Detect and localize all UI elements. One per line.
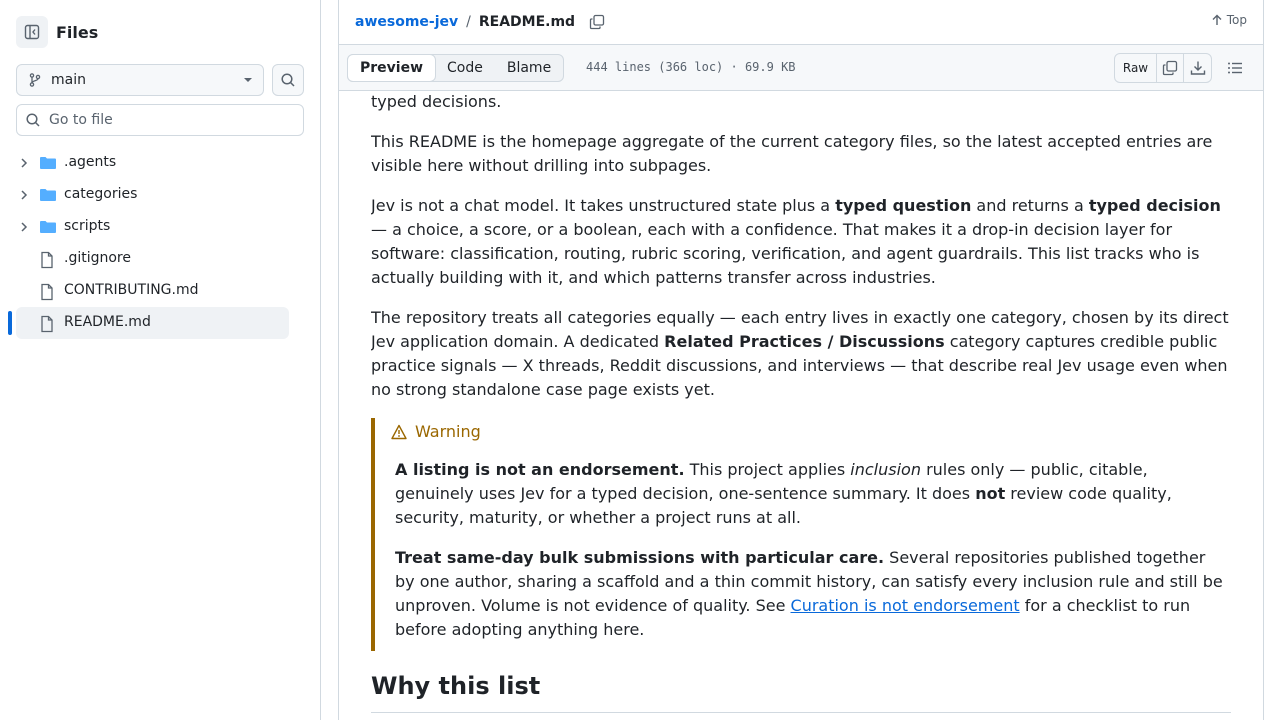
go-to-file-input[interactable] (16, 104, 304, 136)
collapse-sidebar-button[interactable] (16, 16, 48, 48)
text-span: The repository treats all categories equally — each entry lives in exactly one category, chosen by its direct Jev application domain. A dedicated (371, 308, 1229, 351)
tree-item-label: .gitignore (64, 250, 131, 266)
tab-code[interactable]: Code (447, 60, 483, 76)
go-to-file-placeholder: Go to file (49, 112, 113, 128)
chevron-right-icon[interactable] (18, 221, 30, 233)
copy-path-button[interactable] (589, 14, 605, 30)
file-tree (0, 147, 321, 339)
text-span: — a choice, a score, or a boolean, each with a confidence. That makes it a drop-in decision layer for software: classification, routing, rubric scoring, verification, and agent guardrails. This list tracks who is actually building with it, and which patterns transfer across industries. (371, 220, 1200, 287)
bold-text: typed question (835, 196, 972, 215)
sidebar-header (16, 16, 98, 48)
heading-divider (371, 712, 1231, 713)
sidebar-title: Files (56, 22, 99, 42)
tree-item-label: README.md (64, 314, 151, 330)
chevron-right-icon[interactable] (18, 189, 30, 201)
warning-label: Warning (415, 422, 481, 441)
text-span: Jev is not a chat model. It takes unstructured state plus a (371, 196, 836, 215)
bold-text: A listing is not an endorsement. (395, 460, 685, 479)
section-heading: Why this list (371, 672, 541, 700)
file-icon (39, 315, 55, 333)
categories-paragraph (371, 306, 1231, 402)
download-button[interactable] (1184, 54, 1211, 82)
search-files-button[interactable] (272, 64, 304, 96)
tree-item-contributing[interactable] (0, 275, 321, 307)
tree-item-agents[interactable] (0, 147, 321, 179)
tree-item-scripts[interactable] (0, 211, 321, 243)
copy-raw-button[interactable] (1157, 54, 1184, 82)
search-icon (280, 72, 296, 88)
caret-down-icon (243, 75, 253, 85)
curation-link[interactable]: Curation is not endorsement (790, 596, 1020, 615)
back-to-top-link[interactable] (1211, 13, 1247, 27)
text-span: review code quality, security, maturity, or whether a project runs at all. (395, 484, 1172, 527)
bold-text: Related Practices / Discussions (664, 332, 945, 351)
text-span: category captures credible public practice signals — X threads, Reddit discussions, and interviews — that describe real Jev usage even when no strong standalone case page exists yet. (371, 332, 1228, 399)
bold-text: not (975, 484, 1006, 503)
branch-selector[interactable] (16, 64, 264, 96)
active-item-background (16, 307, 289, 339)
tree-item-categories[interactable] (0, 179, 321, 211)
tree-item-gitignore[interactable] (0, 243, 321, 275)
alert-icon (391, 424, 407, 440)
download-icon (1190, 60, 1206, 76)
file-actions (1114, 53, 1212, 83)
sidebar-collapse-icon (24, 24, 40, 40)
warning-paragraph (395, 546, 1225, 642)
git-branch-icon (27, 72, 43, 88)
branch-name: main (51, 72, 86, 88)
italic-text: inclusion (850, 460, 921, 479)
breadcrumb-file: README.md (478, 14, 576, 30)
text-span: This project applies (684, 460, 851, 479)
paragraph-fragment: typed decisions. (371, 92, 502, 111)
tree-item-label: CONTRIBUTING.md (64, 282, 199, 298)
file-sidebar (0, 0, 321, 720)
breadcrumb-repo-link[interactable]: awesome-jev (355, 14, 459, 30)
bold-text: Treat same-day bulk submissions with particular care. (395, 548, 885, 567)
active-item-indicator (8, 311, 12, 335)
raw-button[interactable]: Raw (1115, 54, 1157, 82)
description-paragraph (371, 194, 1231, 290)
copy-icon (1162, 60, 1178, 76)
view-mode-tabs (347, 54, 564, 82)
tree-item-readme[interactable] (0, 307, 321, 339)
text-span: rules only — public, citable, genuinely uses Jev for a typed decision, one-sentence summary. It does (395, 460, 1148, 503)
folder-icon (39, 155, 57, 171)
file-icon (39, 251, 55, 269)
copy-icon (589, 14, 605, 30)
tree-item-label: scripts (64, 218, 111, 234)
file-view (338, 0, 1264, 720)
file-toolbar (339, 44, 1263, 91)
breadcrumb (355, 0, 605, 44)
intro-paragraph: This README is the homepage aggregate of the current category files, so the latest accepted entries are visible here without drilling into subpages. (371, 132, 1213, 175)
chevron-right-icon[interactable] (18, 157, 30, 169)
warning-paragraph (395, 458, 1225, 530)
file-icon (39, 283, 55, 301)
tab-preview[interactable]: Preview (347, 54, 436, 82)
readme-content (371, 91, 1231, 720)
tab-blame[interactable]: Blame (506, 60, 552, 76)
bold-text: typed decision (1088, 196, 1221, 215)
folder-icon (39, 187, 57, 203)
text-span: and returns a (971, 196, 1089, 215)
arrow-up-icon (1211, 14, 1223, 26)
warning-title (391, 422, 481, 441)
top-label: Top (1226, 13, 1247, 27)
folder-icon (39, 219, 57, 235)
warning-callout (371, 418, 1231, 651)
file-meta: 444 lines (366 loc) · 69.9 KB (586, 60, 796, 74)
text-span: for a checklist to run before adopting anything here. (395, 596, 1191, 639)
tree-item-label: .agents (64, 154, 117, 170)
tree-item-label: categories (64, 186, 138, 202)
outline-list-icon[interactable] (1227, 60, 1243, 76)
text-span: Several repositories published together by one author, sharing a scaffold and a thin commit history, can satisfy every inclusion rule and still be unproven. Volume is not evidence of quality. See (395, 548, 1223, 615)
search-icon (25, 112, 41, 128)
breadcrumb-separator: / (466, 14, 471, 30)
